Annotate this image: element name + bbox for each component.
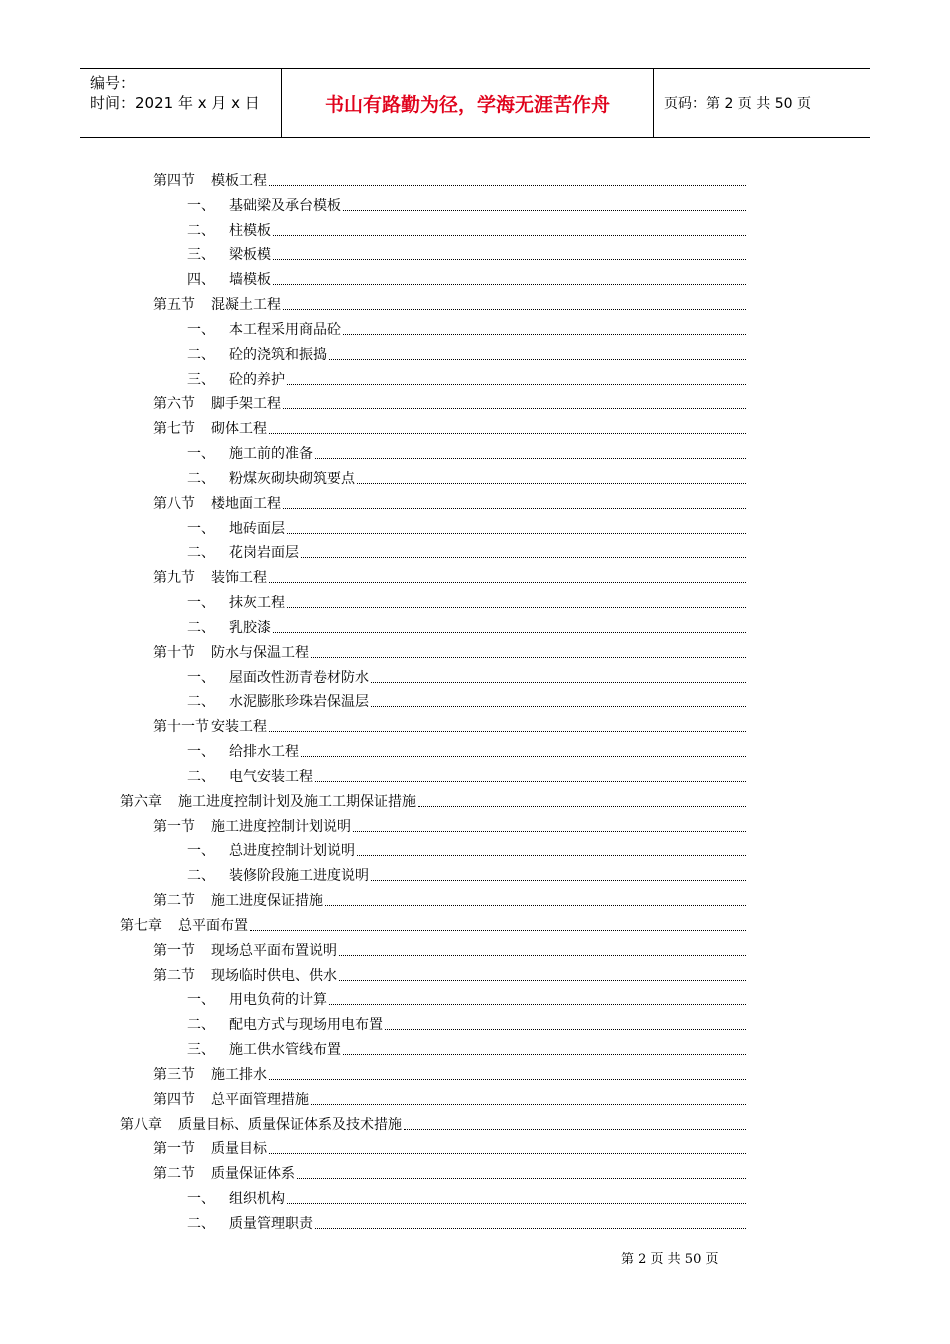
toc-entry-number: 一、 — [187, 446, 215, 463]
toc-entry-number: 二、 — [187, 222, 215, 239]
toc-entry[interactable] — [187, 588, 746, 612]
toc-entry-title: 柱模板 — [229, 222, 271, 239]
toc-leader-dots — [287, 384, 746, 385]
toc-entry[interactable] — [187, 514, 746, 538]
toc-leader-dots — [287, 1203, 746, 1204]
toc-entry-title: 防水与保温工程 — [211, 644, 309, 661]
toc-entry-label — [187, 445, 315, 463]
toc-entry[interactable] — [187, 861, 746, 885]
toc-leader-dots — [343, 210, 746, 211]
toc-entry-title: 模板工程 — [211, 173, 267, 189]
toc-entry-title: 楼地面工程 — [211, 495, 281, 512]
toc-entry[interactable] — [187, 340, 746, 364]
toc-entry[interactable] — [187, 315, 746, 339]
toc-leader-dots — [329, 1004, 746, 1005]
toc-entry-number: 二、 — [187, 545, 215, 562]
toc-entry-number: 一、 — [187, 197, 215, 214]
toc-entry-number: 一、 — [187, 321, 215, 338]
toc-leader-dots — [357, 483, 746, 484]
toc-leader-dots — [385, 1029, 746, 1030]
toc-leader-dots — [269, 433, 746, 434]
page-header — [80, 68, 870, 138]
toc-entry-label — [187, 842, 357, 860]
toc-entry[interactable] — [153, 290, 746, 314]
toc-entry[interactable] — [153, 961, 746, 985]
toc-entry-label — [187, 693, 371, 711]
toc-entry-number: 二、 — [187, 768, 215, 785]
toc-leader-dots — [315, 1228, 746, 1229]
toc-entry-label — [187, 1190, 287, 1208]
toc-entry-label — [187, 197, 343, 215]
toc-entry[interactable] — [153, 812, 746, 836]
toc-leader-dots — [283, 309, 746, 310]
toc-entry-label — [187, 619, 273, 637]
toc-entry-number: 一、 — [187, 1191, 215, 1208]
toc-entry-label — [187, 271, 273, 289]
toc-leader-dots — [371, 880, 746, 881]
toc-leader-dots — [283, 508, 746, 509]
toc-entry-number: 第三节 — [153, 1066, 195, 1083]
toc-entry-number: 第五节 — [153, 297, 195, 314]
toc-entry-label — [187, 1041, 343, 1059]
toc-entry-label — [187, 470, 357, 488]
toc-entry-label — [187, 520, 287, 538]
toc-entry-number: 二、 — [187, 1215, 215, 1232]
toc-entry[interactable] — [187, 737, 746, 761]
toc-entry-number: 二、 — [187, 619, 215, 636]
toc-entry-label — [187, 1016, 385, 1034]
toc-entry-title: 现场总平面布置说明 — [211, 942, 337, 959]
toc-entry-label — [153, 569, 269, 587]
toc-entry-number: 第二节 — [153, 1166, 195, 1183]
toc-entry-label — [187, 594, 287, 612]
toc-entry[interactable] — [187, 613, 746, 637]
toc-entry[interactable] — [187, 1184, 746, 1208]
toc-entry[interactable] — [153, 563, 746, 587]
header-page-info: 页码：第 2 页 共 50 页 — [664, 96, 811, 112]
toc-leader-dots — [311, 1104, 746, 1105]
toc-entry-title: 花岗岩面层 — [229, 545, 299, 562]
toc-entry-label — [153, 892, 325, 910]
toc-entry-number: 二、 — [187, 694, 215, 711]
toc-entry-label — [153, 942, 339, 960]
toc-leader-dots — [329, 359, 746, 360]
toc-entry-label — [153, 967, 339, 985]
toc-leader-dots — [269, 731, 746, 732]
document-number-label: 编号： — [90, 74, 136, 92]
header-motto: 书山有路勤为径，学海无涯苦作舟 — [282, 69, 654, 137]
toc-entry-label — [187, 222, 273, 240]
toc-entry-title: 砼的养护 — [229, 371, 285, 388]
toc-entry-title: 质量保证体系 — [211, 1166, 295, 1183]
toc-entry-label — [153, 1091, 311, 1109]
toc-entry-title: 脚手架工程 — [211, 396, 281, 413]
toc-entry-title: 施工排水 — [211, 1066, 267, 1083]
toc-entry-number: 第十节 — [153, 644, 195, 661]
toc-entry[interactable] — [120, 911, 746, 935]
toc-entry-label — [187, 1215, 315, 1233]
toc-entry-title: 梁板模 — [229, 247, 271, 264]
toc-entry[interactable] — [153, 166, 746, 190]
toc-entry-number: 第六节 — [153, 396, 195, 413]
toc-entry[interactable] — [153, 1060, 746, 1084]
toc-entry-number: 第九节 — [153, 570, 195, 587]
toc-entry-number: 第一节 — [153, 1141, 195, 1158]
toc-entry[interactable] — [187, 985, 746, 1009]
toc-entry-number: 二、 — [187, 470, 215, 487]
toc-entry-number: 一、 — [187, 843, 215, 860]
toc-entry-number: 第七节 — [153, 421, 195, 438]
toc-leader-dots — [339, 955, 746, 956]
toc-entry-title: 用电负荷的计算 — [229, 992, 327, 1009]
toc-entry-title: 本工程采用商品砼 — [229, 321, 341, 338]
toc-entry-title: 组织机构 — [229, 1191, 285, 1208]
toc-leader-dots — [371, 706, 746, 707]
toc-leader-dots — [343, 1054, 746, 1055]
toc-entry-number: 三、 — [187, 1042, 215, 1059]
toc-entry-title: 砼的浇筑和振捣 — [229, 346, 327, 363]
toc-entry[interactable] — [187, 836, 746, 860]
toc-leader-dots — [269, 1079, 746, 1080]
toc-entry[interactable] — [187, 365, 746, 389]
toc-entry-title: 地砖面层 — [229, 520, 285, 537]
toc-entry-title: 施工供水管线布置 — [229, 1042, 341, 1059]
toc-leader-dots — [311, 657, 746, 658]
toc-entry-number: 第八章 — [120, 1116, 162, 1133]
toc-entry-number: 一、 — [187, 520, 215, 537]
toc-entry-title: 砌体工程 — [211, 421, 267, 438]
toc-entry-title: 水泥膨胀珍珠岩保温层 — [229, 694, 369, 711]
toc-entry[interactable] — [187, 687, 746, 711]
toc-entry-number: 一、 — [187, 992, 215, 1009]
toc-entry-label — [120, 793, 418, 811]
toc-leader-dots — [273, 284, 746, 285]
document-date: 时间：2021 年 x 月 x 日 — [90, 94, 260, 112]
toc-entry-title: 总平面布置 — [178, 917, 248, 934]
toc-leader-dots — [343, 334, 746, 335]
toc-entry-number: 一、 — [187, 744, 215, 761]
toc-entry-number: 第八节 — [153, 495, 195, 512]
toc-entry[interactable] — [187, 538, 746, 562]
toc-entry[interactable] — [120, 787, 746, 811]
toc-entry-label — [187, 346, 329, 364]
toc-entry-label — [153, 1165, 297, 1183]
toc-entry-number: 一、 — [187, 669, 215, 686]
toc-entry-label — [153, 1066, 269, 1084]
toc-entry-title: 混凝土工程 — [211, 297, 281, 314]
toc-entry-title: 乳胶漆 — [229, 619, 271, 636]
toc-entry-label — [153, 644, 311, 662]
header-meta — [80, 69, 282, 137]
toc-leader-dots — [287, 533, 746, 534]
toc-leader-dots — [357, 855, 746, 856]
page-footer: 第 2 页 共 50 页 — [621, 1252, 719, 1267]
toc-entry[interactable] — [187, 762, 746, 786]
toc-entry[interactable] — [153, 712, 746, 736]
toc-entry-number: 第二节 — [153, 893, 195, 910]
toc-entry-number: 第十一节 — [153, 719, 209, 736]
toc-entry-label — [187, 768, 315, 786]
toc-entry[interactable] — [153, 389, 746, 413]
toc-entry[interactable] — [153, 936, 746, 960]
toc-entry-title: 施工前的准备 — [229, 446, 313, 463]
toc-entry-title: 施工进度控制计划说明 — [211, 818, 351, 835]
toc-entry[interactable] — [187, 1209, 746, 1233]
toc-entry-number: 第四节 — [153, 173, 195, 189]
toc-entry-title: 装修阶段施工进度说明 — [229, 868, 369, 885]
toc-leader-dots — [315, 458, 746, 459]
toc-entry-number: 二、 — [187, 1017, 215, 1034]
toc-entry-label — [153, 172, 269, 190]
toc-entry-label — [187, 321, 343, 339]
toc-entry-title: 抹灰工程 — [229, 595, 285, 612]
toc-leader-dots — [301, 756, 746, 757]
toc-entry-title: 给排水工程 — [229, 744, 299, 761]
toc-leader-dots — [325, 905, 746, 906]
toc-entry-title: 施工进度控制计划及施工工期保证措施 — [178, 793, 416, 810]
toc-entry[interactable] — [120, 1110, 746, 1134]
toc-entry-title: 墙模板 — [229, 272, 271, 289]
toc-entry-number: 第四节 — [153, 1091, 195, 1108]
toc-entry[interactable] — [187, 191, 746, 215]
toc-entry[interactable] — [153, 638, 746, 662]
toc-entry[interactable] — [153, 1134, 746, 1158]
toc-entry[interactable] — [187, 464, 746, 488]
toc-entry-title: 基础梁及承台模板 — [229, 197, 341, 214]
toc-entry[interactable] — [153, 489, 746, 513]
toc-leader-dots — [273, 235, 746, 236]
toc-entry-number: 一、 — [187, 595, 215, 612]
toc-leader-dots — [269, 1153, 746, 1154]
toc-entry-label — [153, 420, 269, 438]
toc-entry-title: 施工进度保证措施 — [211, 893, 323, 910]
toc-entry-title: 装饰工程 — [211, 570, 267, 587]
toc-leader-dots — [287, 607, 746, 608]
toc-entry-label — [153, 296, 283, 314]
toc-entry-number: 四、 — [187, 272, 215, 289]
toc-entry-title: 配电方式与现场用电布置 — [229, 1017, 383, 1034]
toc-entry-number: 二、 — [187, 868, 215, 885]
toc-entry-title: 电气安装工程 — [229, 768, 313, 785]
toc-leader-dots — [269, 582, 746, 583]
toc-leader-dots — [339, 980, 746, 981]
toc-entry-title: 质量目标、质量保证体系及技术措施 — [178, 1116, 402, 1133]
toc-entry-number: 第一节 — [153, 942, 195, 959]
toc-entry-label — [153, 1140, 269, 1158]
toc-entry[interactable] — [153, 1159, 746, 1183]
toc-entry-number: 第二节 — [153, 967, 195, 984]
toc-entry[interactable] — [187, 240, 746, 264]
toc-entry-title: 总进度控制计划说明 — [229, 843, 355, 860]
toc-entry-title: 屋面改性沥青卷材防水 — [229, 669, 369, 686]
toc-entry-title: 总平面管理措施 — [211, 1091, 309, 1108]
toc-entry-label — [187, 371, 287, 389]
toc-leader-dots — [301, 557, 746, 558]
toc-entry-label — [187, 544, 301, 562]
toc-leader-dots — [404, 1129, 746, 1130]
toc-entry[interactable] — [187, 663, 746, 687]
toc-entry-number: 三、 — [187, 247, 215, 264]
toc-leader-dots — [273, 632, 746, 633]
toc-entry-number: 第六章 — [120, 793, 162, 810]
toc-leader-dots — [353, 831, 746, 832]
toc-entry-number: 二、 — [187, 346, 215, 363]
toc-entry[interactable] — [187, 1010, 746, 1034]
toc-entry-label — [187, 669, 371, 687]
toc-leader-dots — [283, 408, 746, 409]
toc-entry-label — [153, 495, 283, 513]
toc-leader-dots — [371, 682, 746, 683]
toc-leader-dots — [315, 781, 746, 782]
toc-entry-label — [153, 718, 269, 736]
toc-leader-dots — [418, 806, 746, 807]
toc-entry-label — [153, 818, 353, 836]
toc-entry-number: 三、 — [187, 371, 215, 388]
toc-leader-dots — [273, 259, 746, 260]
toc-entry-label — [120, 917, 250, 935]
toc-entry-title: 现场临时供电、供水 — [211, 967, 337, 984]
toc-entry-title: 粉煤灰砌块砌筑要点 — [229, 470, 355, 487]
toc-leader-dots — [250, 930, 746, 931]
toc-entry[interactable] — [187, 265, 746, 289]
toc-entry[interactable] — [153, 886, 746, 910]
toc-entry-label — [187, 867, 371, 885]
toc-entry-title: 安装工程 — [211, 719, 267, 736]
toc-entry[interactable] — [187, 1035, 746, 1059]
toc-entry-label — [153, 395, 283, 413]
toc-entry-label — [120, 1116, 404, 1134]
toc-entry-label — [187, 743, 301, 761]
toc-entry-number: 第七章 — [120, 917, 162, 934]
toc-entry-label — [187, 246, 273, 264]
toc-entry-title: 质量目标 — [211, 1141, 267, 1158]
toc-leader-dots — [297, 1178, 746, 1179]
toc-entry-label — [187, 991, 329, 1009]
toc-entry[interactable] — [153, 414, 746, 438]
toc-entry-number: 第一节 — [153, 818, 195, 835]
toc-entry-title: 质量管理职责 — [229, 1215, 313, 1232]
toc-entry[interactable] — [187, 439, 746, 463]
toc-leader-dots — [269, 185, 746, 186]
toc-entry[interactable] — [187, 216, 746, 240]
toc-entry[interactable] — [153, 1085, 746, 1109]
